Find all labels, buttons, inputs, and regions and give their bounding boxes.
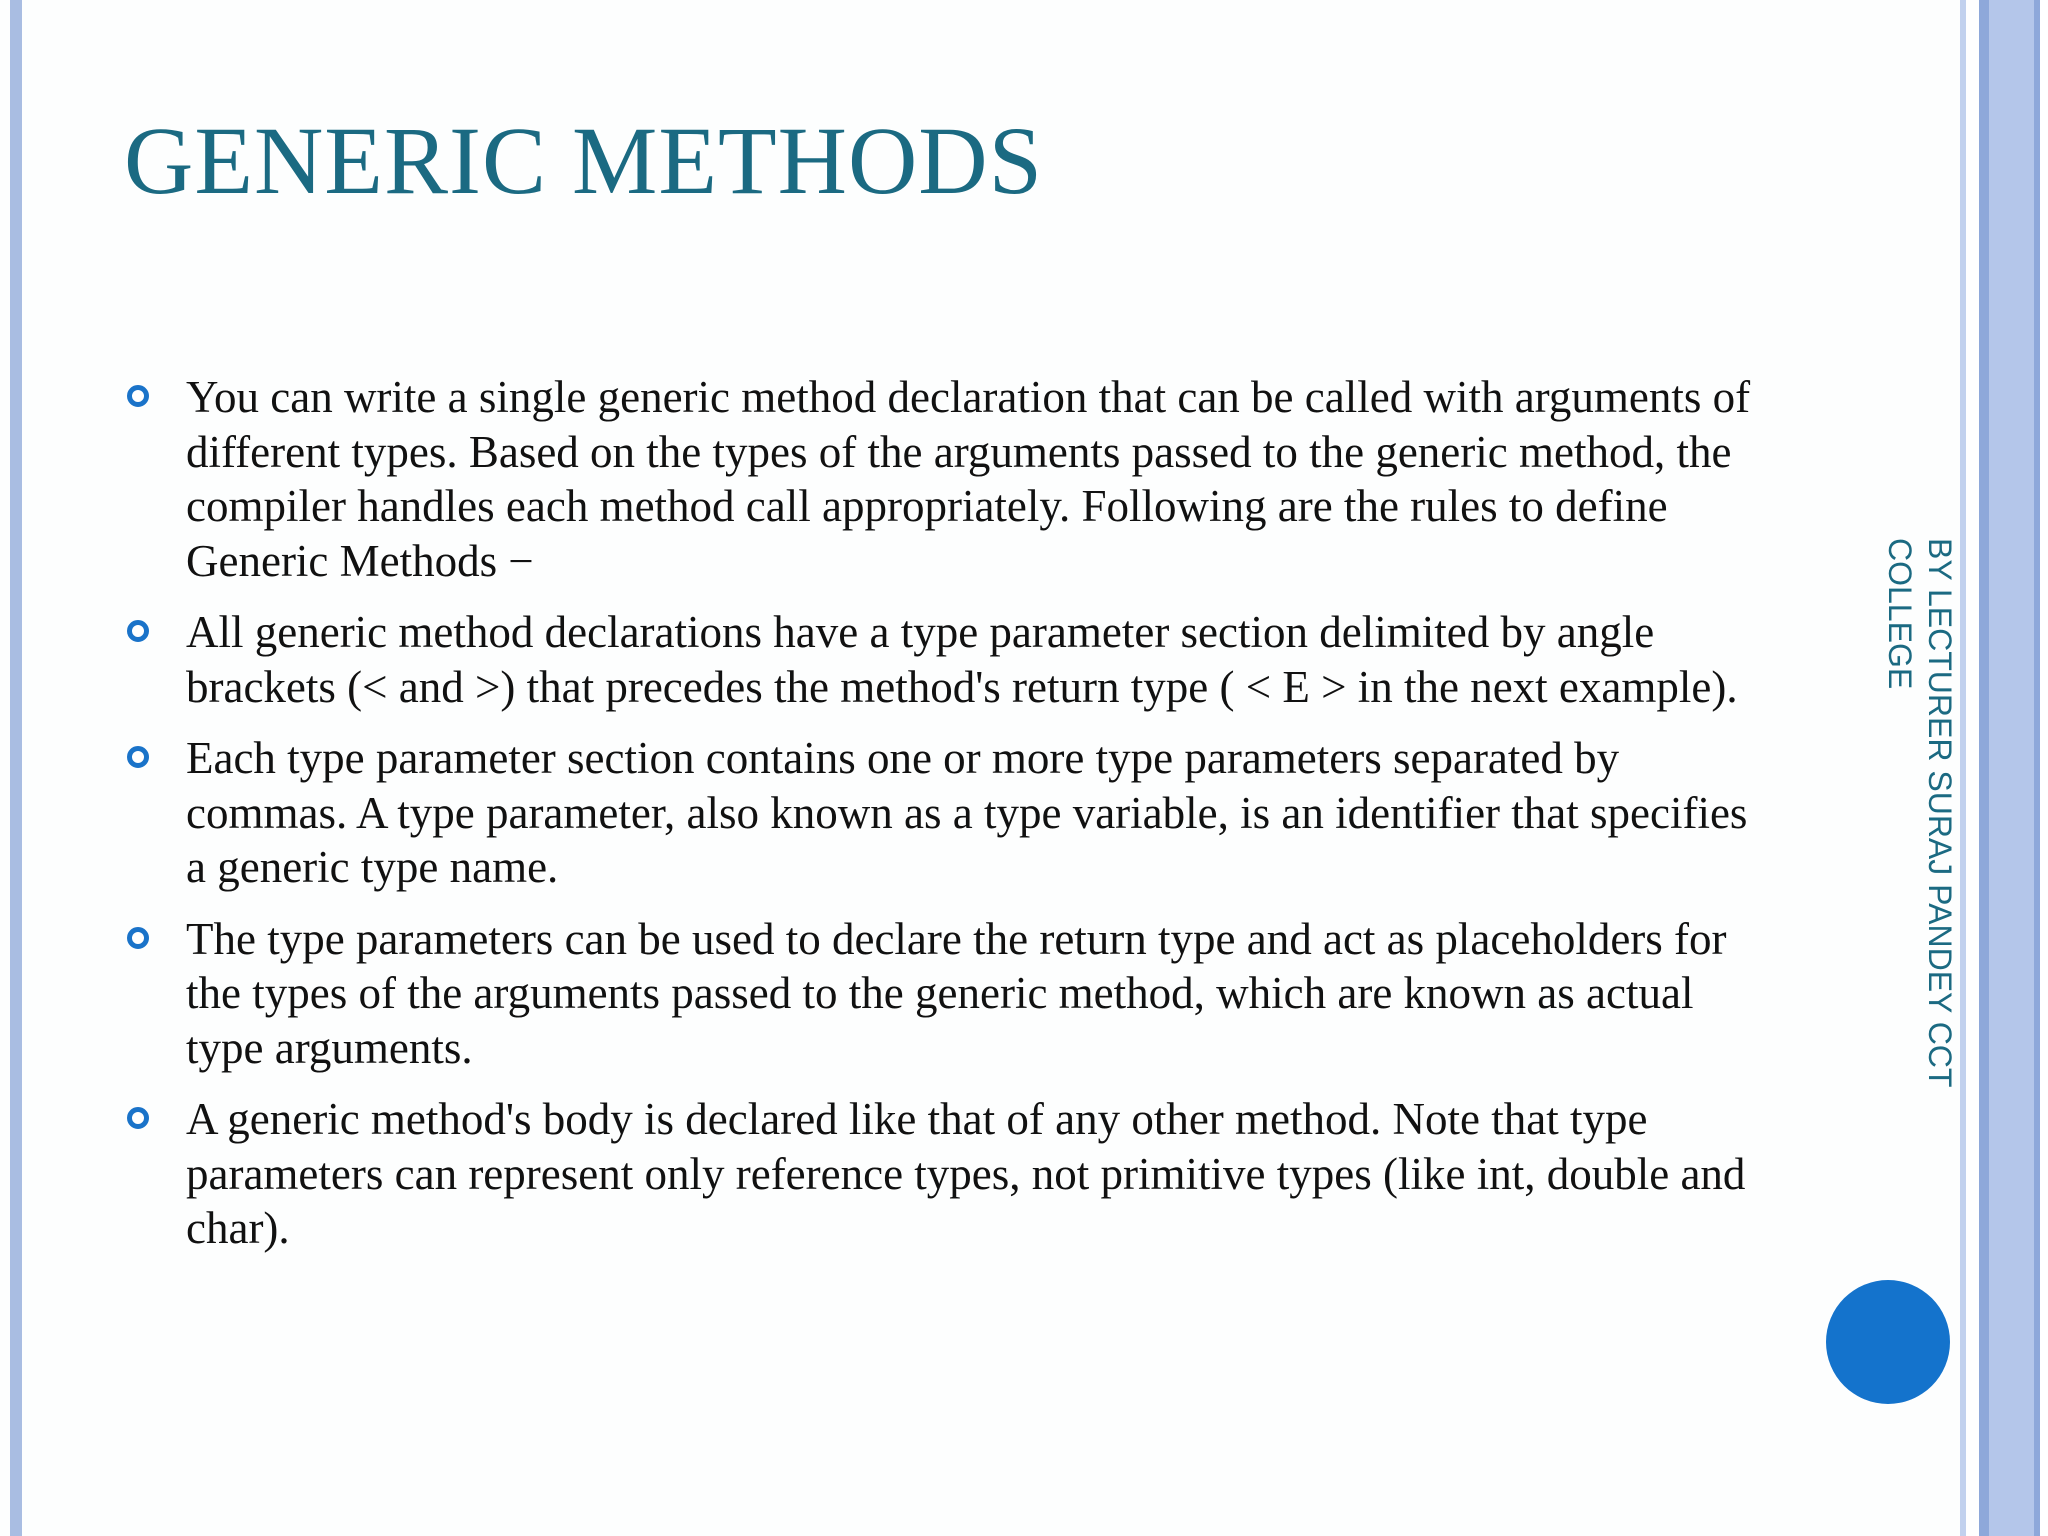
bullet-text: You can write a single generic method declaration that can be called with arguments of different types. Based on the types of the arguments passed to the generic method, the compiler handles each method call appropriately. Following are the rules to define Generic Methods − [186, 372, 1751, 586]
bullet-item [124, 731, 1764, 895]
hollow-circle-bullet-icon [127, 620, 149, 642]
author-side-caption: BY LECTURER SURAJ PANDEY CCT COLLEGE [1882, 538, 1958, 1087]
bullet-item [124, 605, 1764, 714]
bullet-item [124, 1092, 1764, 1256]
right-decorative-band [1960, 0, 2048, 1536]
right-stripe [1989, 0, 2034, 1536]
bullet-text: Each type parameter section contains one or more type parameters separated by commas. A type parameter, also known as a type variable, is an identifier that specifies a generic type name. [186, 733, 1748, 892]
blue-circle-icon [1826, 1280, 1950, 1404]
bullet-text: The type parameters can be used to declare the return type and act as placeholders for the types of the arguments passed to the generic method, which are known as actual type arguments. [186, 913, 1727, 1073]
bullet-item [124, 912, 1764, 1076]
hollow-circle-bullet-icon [127, 746, 149, 768]
right-stripe [1979, 0, 1989, 1536]
left-decorative-rule [10, 0, 22, 1536]
hollow-circle-bullet-icon [127, 1107, 149, 1129]
bullet-text: A generic method's body is declared like that of any other method. Note that type parameters can represent only reference types, not primitive types (like int, double and char). [186, 1094, 1746, 1253]
bullet-item [124, 370, 1764, 588]
right-stripe [2034, 0, 2040, 1536]
right-stripe [1960, 0, 1966, 1536]
slide-title: GENERIC METHODS [124, 107, 1043, 214]
hollow-circle-bullet-icon [127, 927, 149, 949]
bullet-text: All generic method declarations have a type parameter section delimited by angle brackets (< and >) that precedes the method's return type ( < E > in the next example). [186, 607, 1738, 712]
hollow-circle-bullet-icon [127, 385, 149, 407]
bullet-list [124, 370, 1764, 1273]
